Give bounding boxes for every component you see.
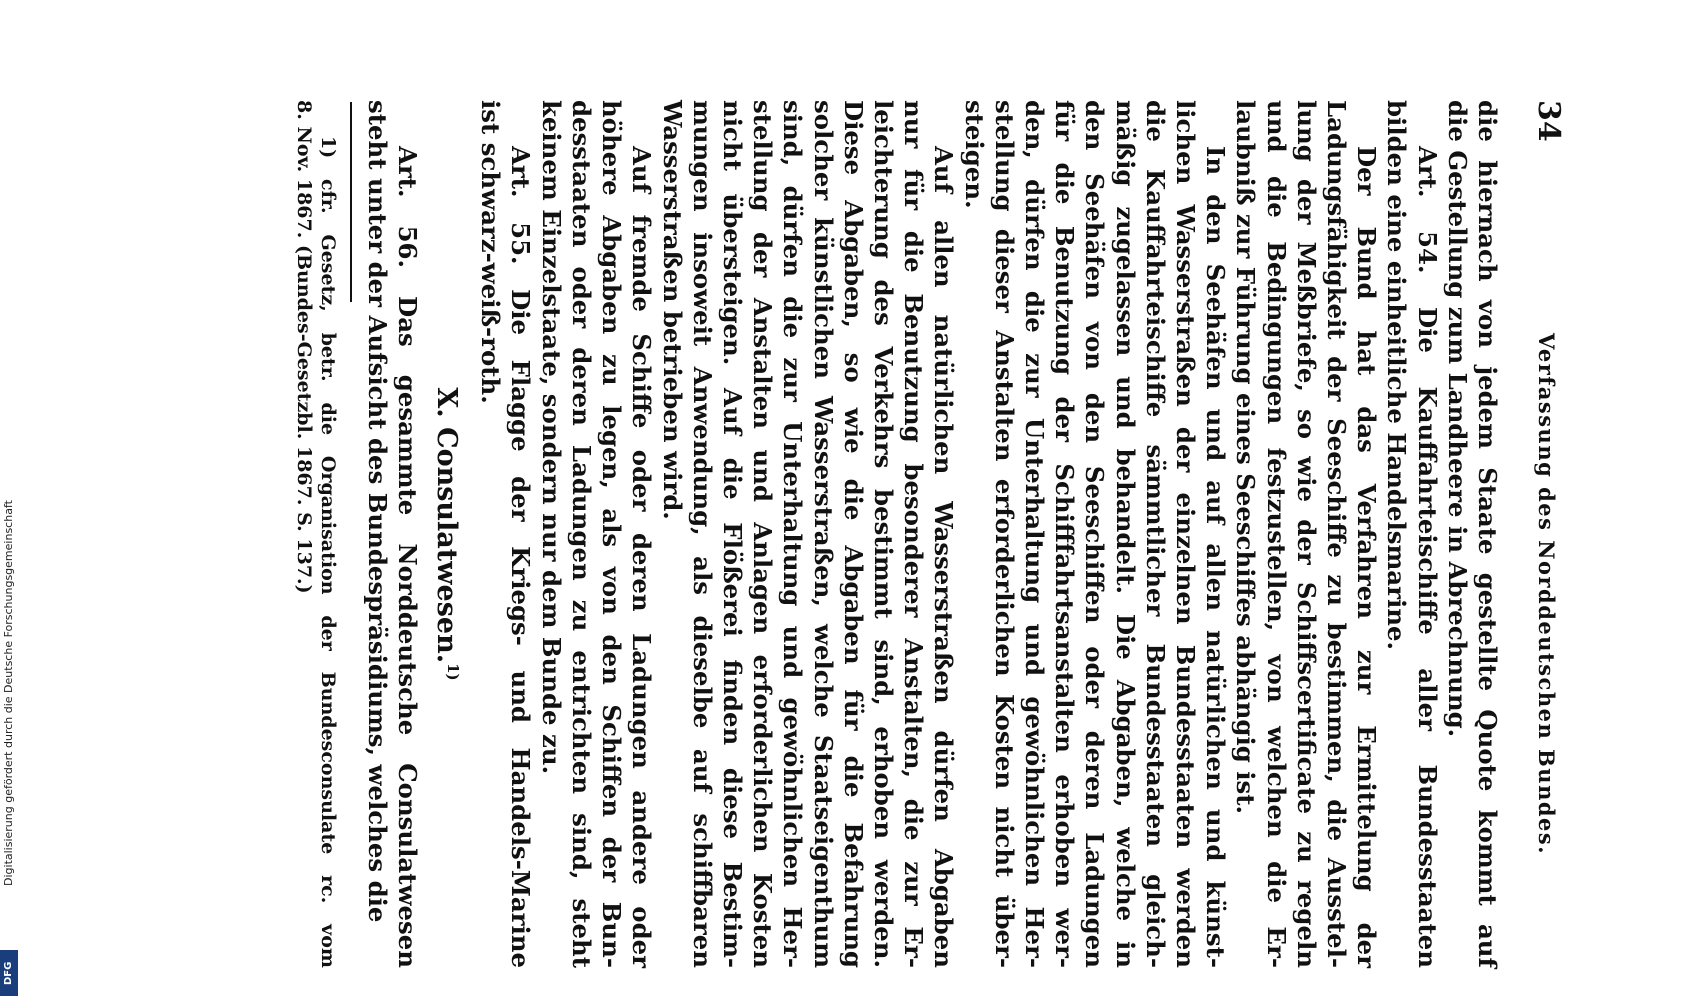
body-line: den Seehäfen von den Seeschiffen oder deren Ladungen [1080, 100, 1110, 968]
scanned-page [116, 74, 1576, 994]
body-line: leichterung des Verkehrs bestimmt sind, erhoben werden. [868, 100, 898, 968]
section-line: Art. 56. Das gesammte Norddeutsche Consulatwesen [393, 146, 423, 968]
body-line: solcher künstlichen Wasserstraßen, welche Staatseigenthum [808, 100, 838, 968]
body-line: Auf allen natürlichen Wasserstraßen dürfen Abgaben [929, 146, 959, 968]
body-line: bilden eine einheitliche Handelsmarine. [1382, 100, 1412, 650]
body-line: nicht übersteigen. Auf die Flößerei finden diese Bestim- [717, 100, 747, 968]
body-line: In den Seehäfen und auf allen natürlichen und künst- [1201, 146, 1231, 968]
body-line: keinem Einzelstaate, sondern nur dem Bunde zu. [536, 100, 566, 775]
body-line: höhere Abgaben zu legen, als von den Schiffen der Bun- [597, 100, 627, 968]
body-line: stellung dieser Anstalten erforderlichen Kosten nicht über- [989, 100, 1019, 968]
body-line: die Gestellung zum Landheere in Abrechnung. [1442, 100, 1472, 738]
section-title: X. Consulatwesen. [431, 387, 463, 664]
body-line: Art. 54. Die Kauffahrteischiffe aller Bundesstaaten [1412, 146, 1442, 968]
body-line: Art. 55. Die Flagge der Kriegs- und Handels-Marine [506, 146, 536, 968]
header-gap [1502, 100, 1514, 968]
footnote-line: 8. Nov. 1867. (Bundes-Gesetzbl. 1867. S. 137.) [292, 100, 315, 594]
body-line: lichen Wasserstraßen der einzelnen Bundesstaaten werden [1170, 100, 1200, 968]
body-line: sind, dürfen die zur Unterhaltung und gewöhnlichen Her- [778, 100, 808, 968]
body-line: und die Bedingungen festzustellen, von welchen die Er- [1261, 100, 1291, 968]
body-line: mäßig zugelassen und behandelt. Die Abgaben, welche in [1110, 100, 1140, 968]
body-text [475, 100, 1502, 968]
section-line: steht unter der Aufsicht des Bundespräsidiums, welches die [362, 100, 392, 923]
body-line: für die Benutzung der Schifffahrtsanstalten erhoben wer- [1050, 100, 1080, 968]
body-line: Der Bund hat das Verfahren zur Ermittelung der [1352, 146, 1382, 968]
body-line: stellung der Anstalten und Anlagen erforderlichen Kosten [748, 100, 778, 968]
page-header [1514, 100, 1566, 968]
section-note-ref: 1) [444, 663, 463, 681]
body-line: nur für die Benutzung besonderer Anstalten, die zur Er- [899, 100, 929, 968]
footnote-line: 1) cfr. Gesetz, betr. die Organisation der Bundesconsulate rc. vom [316, 136, 339, 968]
dfg-logo-icon [0, 950, 18, 996]
digitization-credit [0, 500, 22, 1000]
body-line: Auf fremde Schiffe oder deren Ladungen andere oder [627, 146, 657, 968]
body-line: mungen insoweit Anwendung, als dieselbe auf schiffbaren [687, 100, 717, 968]
body-line: die Kauffahrteischiffe sämmtlicher Bundesstaaten gleich- [1140, 100, 1170, 968]
section-text [362, 100, 422, 968]
body-line: den, dürfen die zur Unterhaltung und gewöhnlichen Her- [1019, 100, 1049, 968]
running-head: Verfassung des Norddeutschen Bundes. [1534, 332, 1559, 856]
body-line: Diese Abgaben, so wie die Abgaben für die Befahrung [838, 100, 868, 968]
body-line: Wasserstraßen betrieben wird. [657, 100, 687, 520]
dfg-logo-text: DFG [3, 961, 14, 985]
body-line: Ladungsfähigkeit der Seeschiffe zu bestimmen, die Ausstel- [1321, 100, 1351, 968]
body-line: die hiernach von jedem Staate gestellte Quote kommt auf [1473, 100, 1502, 968]
page-number: 34 [1531, 100, 1566, 142]
footnote [292, 100, 340, 968]
body-line: laubniß zur Führung eines Seeschiffes abhängig ist. [1231, 100, 1261, 815]
body-line: steigen. [959, 100, 989, 209]
section-heading [428, 100, 471, 968]
body-line: ist schwarz-weiß-roth. [476, 100, 506, 404]
footnote-rule [350, 102, 352, 302]
credit-text: Digitalisierung gefördert durch die Deutsche Forschungsgemeinschaft [2, 500, 15, 886]
body-line: desstaaten oder deren Ladungen zu entrichten sind, steht [566, 100, 596, 968]
body-line: lung der Meßbriefe, so wie der Schiffscertificate zu regeln [1291, 100, 1321, 968]
